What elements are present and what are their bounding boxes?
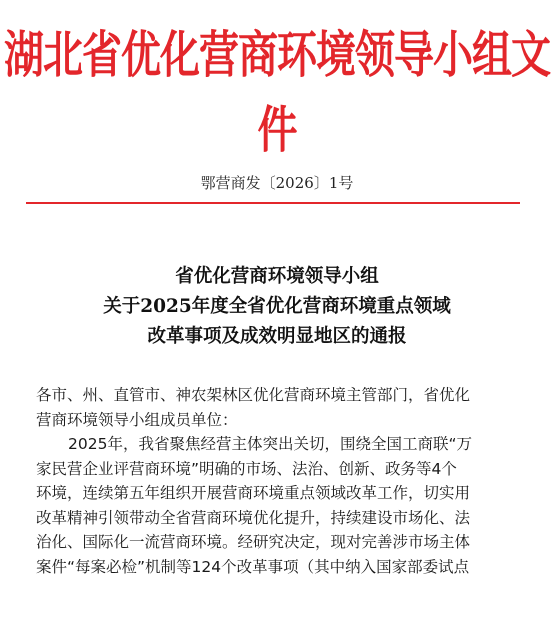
paragraph-line-3: 环境，连续第五年组织开展营商环境重点领域改革工作，切实用: [36, 484, 471, 502]
title-line-3: 改革事项及成效明显地区的通报: [147, 326, 407, 347]
paragraph-line-5: 治化、国际化一流营商环境。经研究决定，现对完善涉市场主体: [36, 533, 471, 551]
document-number: 鄂营商发〔2026〕1号: [200, 174, 354, 192]
paragraph-line-2: 家民营企业评营商环境”明确的市场、法治、创新、政务等4个: [36, 459, 457, 478]
salutation-line-2: 营商环境领导小组成员单位：: [36, 410, 238, 429]
body-paragraph-1: [36, 432, 520, 579]
document-body: [36, 383, 520, 579]
red-divider-line: [26, 202, 520, 204]
paragraph-line-1: 2025年，我省聚焦经营主体突出关切，围绕全国工商联“万: [68, 435, 472, 453]
notice-title: [0, 262, 554, 352]
title-line-1: 省优化营商环境领导小组: [175, 266, 379, 287]
paragraph-line-6: 案件“每案必检”机制等124个改革事项（其中纳入国家部委试点: [36, 557, 470, 576]
document-header-title: 湖北省优化营商环境领导小组文件: [4, 25, 550, 160]
paragraph-line-4: 改革精神引领带动全省营商环境优化提升，持续建设市场化、法: [36, 508, 471, 527]
salutation: [36, 383, 520, 432]
title-line-2: 关于2025年度全省优化营商环境重点领域: [103, 296, 451, 317]
salutation-line-1: 各市、州、直管市、神农架林区优化营商环境主管部门，省优化: [36, 386, 471, 404]
